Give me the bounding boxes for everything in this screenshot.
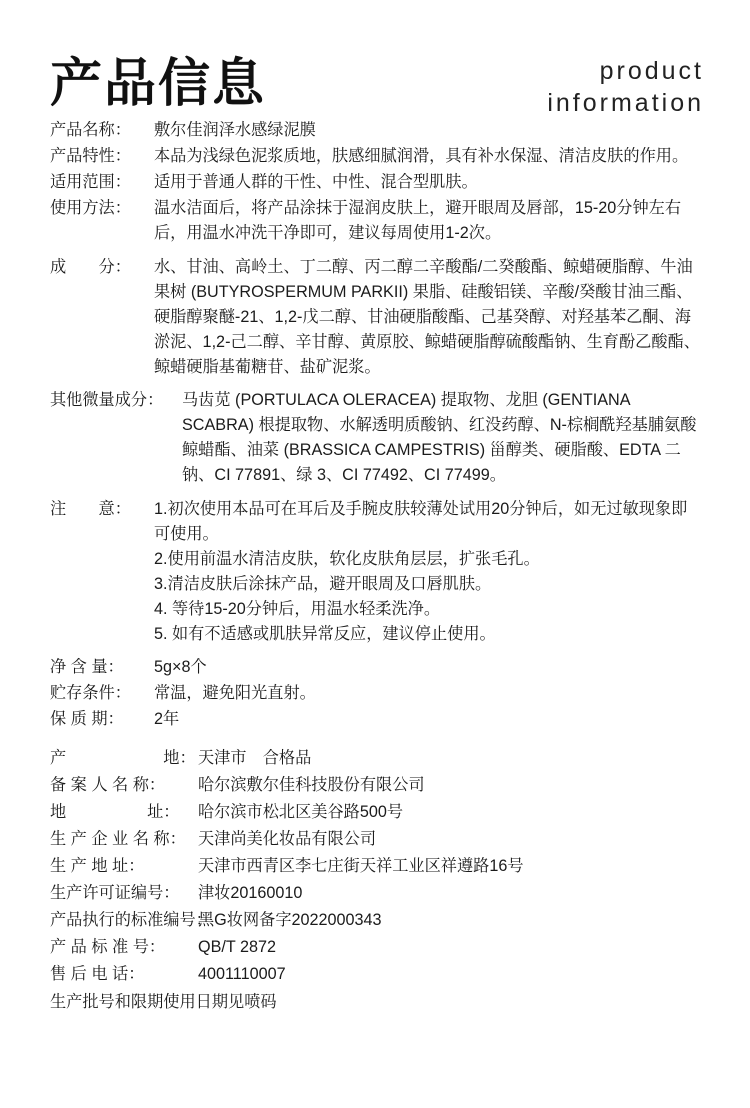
address-value: 哈尔滨市松北区美谷路500号	[198, 802, 404, 821]
service-phone-label: 售 后 电 话：	[50, 965, 145, 984]
row-product-name	[50, 118, 702, 143]
origin-value: 天津市 合格品	[198, 748, 312, 767]
title-english-line-2: information	[547, 89, 704, 117]
spacer	[50, 648, 702, 655]
notice-item: 1.初次使用本品可在耳后及手腕皮肤较薄处试用20分钟后，如无过敏现象即可使用。	[154, 499, 688, 543]
scope-value: 适用于普通人群的干性、中性、混合型肌肤。	[154, 173, 478, 192]
spacer	[50, 734, 702, 746]
row-product-features	[50, 144, 702, 169]
page-header	[32, 0, 718, 118]
row-usage	[50, 196, 702, 246]
shelf-life-value: 2年	[154, 710, 180, 729]
filing-name-value: 哈尔滨敷尔佳科技股份有限公司	[198, 775, 425, 794]
exec-standard-code-value: 黑G妆网备字2022000343	[198, 911, 382, 930]
notice-item: 3.清洁皮肤后涂抹产品，避开眼周及口唇肌肤。	[154, 574, 492, 593]
manufacturer-label: 生 产 企 业 名 称：	[50, 829, 186, 848]
page-title-english	[547, 55, 704, 119]
notice-item: 2.使用前温水清洁皮肤，软化皮肤角层层，扩张毛孔。	[154, 549, 540, 568]
other-trace-value: 马齿苋 (PORTULACA OLERACEA) 提取物、龙胆 (GENTIANA SCABRA) 根提取物、水解透明质酸钠、红没药醇、N-棕榈酰羟基脯氨酸鲸蜡酯、油菜 (BRASSICA CAMPESTRIS) 甾醇类、硬脂酸、EDTA 二钠、CI 77891、绿 3、CI 77492、CI 77499。	[182, 391, 697, 485]
storage-label: 贮存条件：	[50, 684, 131, 703]
page-title: 产品信息	[50, 55, 267, 113]
exec-standard-code-label: 产品执行的标准编号：	[50, 911, 212, 930]
row-scope	[50, 170, 702, 195]
spacer	[50, 381, 702, 388]
row-net-content	[50, 655, 702, 680]
row-filing-name	[50, 773, 702, 798]
row-license	[50, 881, 702, 906]
manufacturer-value: 天津尚美化妆品有限公司	[198, 829, 377, 848]
row-other-trace-ingredients	[50, 388, 702, 488]
scope-label: 适用范围：	[50, 173, 131, 192]
row-manufacturer	[50, 827, 702, 852]
row-origin	[50, 746, 702, 771]
product-standard-label: 产 品 标 准 号：	[50, 938, 166, 957]
row-production-address	[50, 854, 702, 879]
notice-list	[154, 497, 702, 648]
production-address-value: 天津市西青区李七庄街天祥工业区祥遵路16号	[198, 856, 524, 875]
row-product-standard	[50, 935, 702, 960]
notice-item: 5. 如有不适感或肌肤异常反应，建议停止使用。	[154, 625, 496, 644]
spacer	[50, 490, 702, 497]
notice-item: 4. 等待15-20分钟后，用温水轻柔洗净。	[154, 599, 441, 618]
row-ingredients	[50, 255, 702, 381]
row-service-phone	[50, 962, 702, 987]
ingredients-label: 成 分：	[50, 257, 131, 276]
product-standard-value: QB/T 2872	[198, 938, 276, 957]
ingredients-value: 水、甘油、高岭土、丁二醇、丙二醇二辛酸酯/二癸酸酯、鲸蜡硬脂醇、牛油果树 (BUTYROSPERMUM PARKII) 果脂、硅酸铝镁、辛酸/癸酸甘油三酯、硬脂醇聚醚-21、1,2-戊二醇、甘油硬脂酸酯、己基癸醇、对羟基苯乙酮、海淤泥、1,2-己二醇、辛甘醇、黄原胶、鲸蜡硬脂醇硫酸酯钠、生育酚乙酸酯、鲸蜡硬脂基葡糖苷、盐矿泥浆。	[154, 257, 700, 376]
usage-label: 使用方法：	[50, 199, 131, 218]
product-name-value: 敷尔佳润泽水感绿泥膜	[154, 121, 316, 139]
product-features-label: 产品特性：	[50, 147, 131, 166]
footer-rows	[50, 746, 702, 988]
product-name-label: 产品名称：	[50, 121, 131, 139]
row-notice	[50, 497, 702, 648]
usage-value: 温水洁面后，将产品涂抹于湿润皮肤上，避开眼周及唇部，15-20分钟左右后，用温水冲洗干净即可，建议每周使用1-2次。	[154, 199, 682, 243]
license-value: 津妆20160010	[198, 884, 303, 903]
spacer	[50, 248, 702, 255]
other-trace-label: 其他微量成分：	[50, 391, 164, 410]
row-address	[50, 800, 702, 825]
storage-value: 常温，避免阳光直射。	[154, 684, 316, 703]
shelf-life-label: 保 质 期：	[50, 710, 124, 729]
notice-label: 注 意：	[50, 499, 131, 518]
row-exec-standard-code	[50, 908, 702, 933]
address-label: 地 址：	[50, 802, 180, 821]
batch-note: 生产批号和限期使用日期见喷码	[50, 992, 277, 1011]
information-rows	[32, 118, 718, 988]
origin-label: 产 地：	[50, 748, 196, 767]
filing-name-label: 备 案 人 名 称：	[50, 775, 166, 794]
row-shelf-life	[50, 707, 702, 732]
net-content-value: 5g×8个	[154, 658, 207, 677]
license-label: 生产许可证编号：	[50, 884, 180, 903]
production-address-label: 生 产 地 址：	[50, 856, 145, 875]
service-phone-value: 4001110007	[198, 965, 286, 984]
title-english-line-1: product	[599, 57, 704, 85]
row-storage	[50, 681, 702, 706]
product-features-value: 本品为浅绿色泥浆质地，肤感细腻润滑，具有补水保湿、清洁皮肤的作用。	[154, 147, 689, 166]
net-content-label: 净 含 量：	[50, 658, 124, 677]
